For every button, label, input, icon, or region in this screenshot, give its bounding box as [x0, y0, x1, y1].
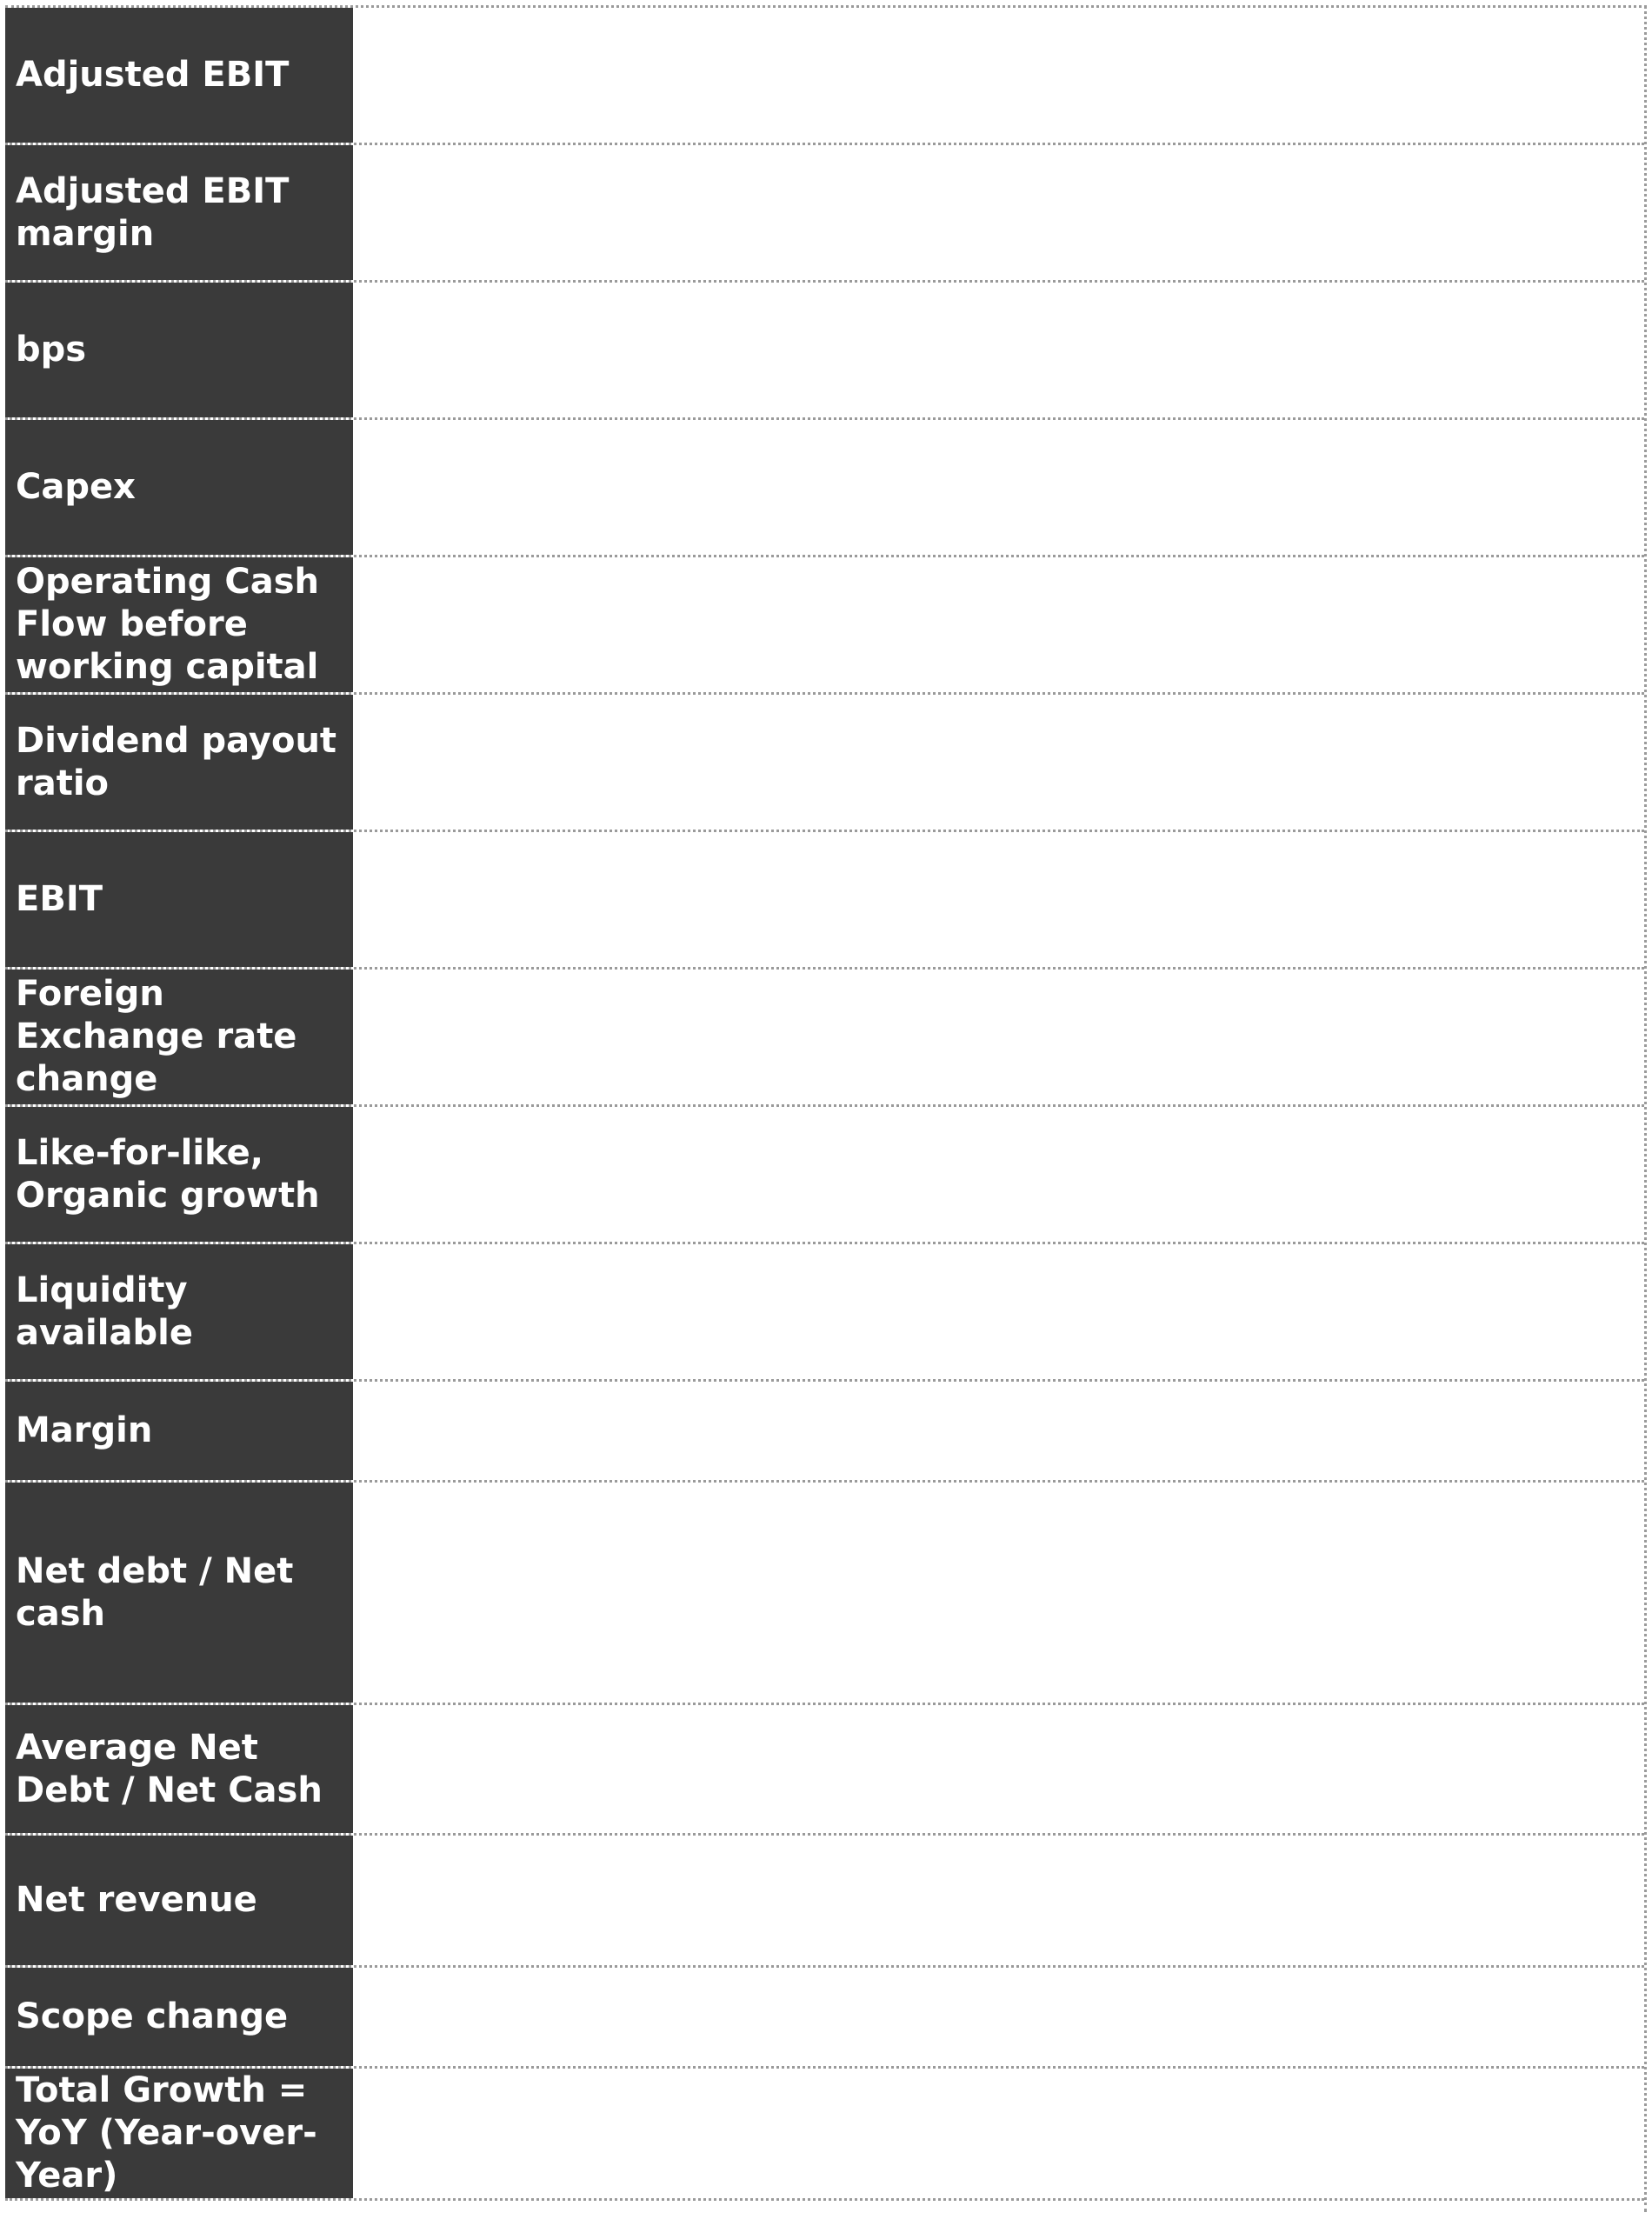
glossary-term: Liquidity available	[5, 1244, 353, 1379]
glossary-row-margin	[5, 1382, 1644, 1483]
glossary-definition	[353, 1836, 1644, 1965]
glossary-definition	[353, 1107, 1644, 1242]
glossary-row-operating-cash-flow	[5, 557, 1644, 695]
glossary-definition	[353, 420, 1644, 555]
glossary-row-net-debt	[5, 1483, 1644, 1705]
glossary-definition	[353, 1968, 1644, 2066]
glossary-row-ebit	[5, 832, 1644, 970]
glossary-term: Net revenue	[5, 1836, 353, 1965]
glossary-definition	[353, 1244, 1644, 1379]
glossary-row-dividend-payout-ratio	[5, 695, 1644, 832]
glossary-term: Total Growth = YoY (Year-over-Year)	[5, 2069, 353, 2198]
glossary-term: Capex	[5, 420, 353, 555]
glossary-term: Average Net Debt / Net Cash	[5, 1705, 353, 1833]
glossary-definition	[353, 695, 1644, 830]
glossary-definition	[353, 970, 1644, 1104]
glossary-term: Scope change	[5, 1968, 353, 2066]
glossary-term: Margin	[5, 1382, 353, 1480]
glossary-definition	[353, 8, 1644, 143]
glossary-row-like-for-like	[5, 1107, 1644, 1244]
glossary-term: Like-for-like, Organic growth	[5, 1107, 353, 1242]
glossary-row-total-growth	[5, 2069, 1644, 2201]
glossary-row-scope-change	[5, 1968, 1644, 2069]
glossary-row-average-net-debt	[5, 1705, 1644, 1836]
glossary-row-adjusted-ebit-margin	[5, 145, 1644, 283]
glossary-term: Adjusted EBIT margin	[5, 145, 353, 280]
glossary-term: Dividend payout ratio	[5, 695, 353, 830]
glossary-definition	[353, 557, 1644, 692]
glossary-term: Adjusted EBIT	[5, 8, 353, 143]
glossary-table	[5, 5, 1647, 2212]
glossary-row-capex	[5, 420, 1644, 557]
glossary-definition	[353, 1705, 1644, 1833]
glossary-definition	[353, 2069, 1644, 2198]
glossary-definition	[353, 1483, 1644, 1703]
glossary-definition	[353, 283, 1644, 417]
glossary-term: EBIT	[5, 832, 353, 967]
glossary-row-foreign-exchange-rate-change	[5, 970, 1644, 1107]
glossary-term: Operating Cash Flow before working capital	[5, 557, 353, 692]
glossary-row-liquidity-available	[5, 1244, 1644, 1382]
glossary-definition	[353, 145, 1644, 280]
glossary-row-adjusted-ebit	[5, 8, 1644, 145]
glossary-term: Foreign Exchange rate change	[5, 970, 353, 1104]
glossary-row-net-revenue	[5, 1836, 1644, 1968]
glossary-definition	[353, 832, 1644, 967]
glossary-row-bps	[5, 283, 1644, 420]
glossary-term: Net debt / Net cash	[5, 1483, 353, 1703]
glossary-definition	[353, 1382, 1644, 1480]
glossary-term: bps	[5, 283, 353, 417]
